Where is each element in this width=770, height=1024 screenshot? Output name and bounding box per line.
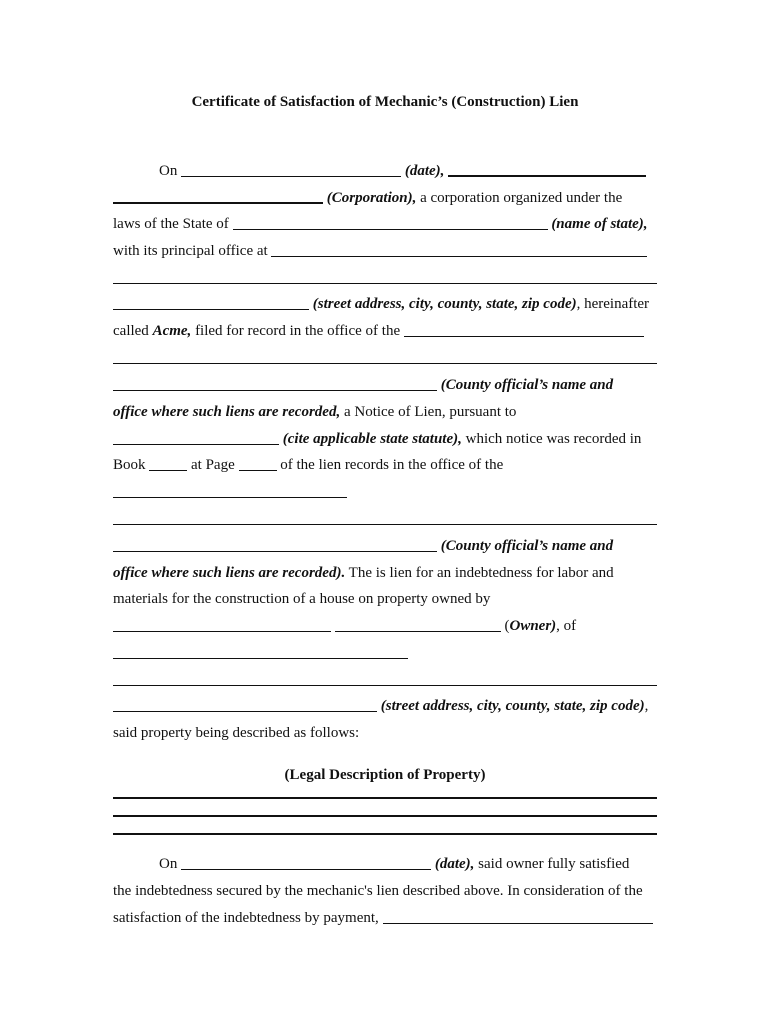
text-line: (cite applicable state statute), which notice was recorded in xyxy=(113,430,657,448)
text-line: (street address, city, county, state, zip code), xyxy=(113,697,657,715)
owner-address-blank-line[interactable] xyxy=(113,685,657,686)
date-blank[interactable] xyxy=(181,162,401,177)
legal-description-line[interactable] xyxy=(113,815,657,817)
text-line: with its principal office at xyxy=(113,242,657,260)
owner-street-blank[interactable] xyxy=(113,697,377,712)
legal-description-line[interactable] xyxy=(113,833,657,835)
document-title: Certificate of Satisfaction of Mechanic’s (Construction) Lien xyxy=(191,94,579,110)
office-blank[interactable] xyxy=(404,322,644,337)
text-line: materials for the construction of a house on property owned by xyxy=(113,591,491,607)
text-line: office where such liens are recorded). The is lien for an indebtedness for labor and xyxy=(113,565,614,581)
text-line: the indebtedness secured by the mechanic's lien described above. In consideration of the xyxy=(113,883,643,899)
text-line: (Corporation), a corporation organized under the xyxy=(113,188,657,207)
owner-address-blank[interactable] xyxy=(113,644,408,659)
text-line: On (date), said owner fully satisfied xyxy=(159,856,630,872)
text-line xyxy=(113,483,657,501)
text-line: (Owner), of xyxy=(113,617,657,635)
text-line: satisfaction of the indebtedness by payment, xyxy=(113,909,657,927)
corporation-name-blank[interactable] xyxy=(448,161,646,177)
text-line xyxy=(113,644,657,662)
text-line: (County official’s name and xyxy=(113,537,657,555)
office-name-blank[interactable] xyxy=(113,483,347,498)
satisfaction-date-blank[interactable] xyxy=(181,855,431,870)
legal-description-heading: (Legal Description of Property) xyxy=(284,767,486,783)
state-blank[interactable] xyxy=(233,215,548,230)
payment-blank[interactable] xyxy=(383,909,653,924)
owner-blank-2[interactable] xyxy=(335,617,501,632)
county-official-blank[interactable] xyxy=(113,376,437,391)
text-line: laws of the State of (name of state), xyxy=(113,216,648,232)
text-line: said property being described as follows: xyxy=(113,725,360,741)
county-official-blank-2[interactable] xyxy=(113,537,437,552)
text-line: (street address, city, county, state, zip code), hereinafter xyxy=(113,295,657,313)
text-line: Book at Page of the lien records in the office of the xyxy=(113,457,504,473)
legal-description-line[interactable] xyxy=(113,797,657,799)
text-line: office where such liens are recorded, a Notice of Lien, pursuant to xyxy=(113,404,517,420)
address-blank[interactable] xyxy=(113,295,309,310)
book-blank[interactable] xyxy=(149,456,187,471)
text-line: (County official’s name and xyxy=(113,376,657,394)
text-line: called Acme, filed for record in the office of the xyxy=(113,322,657,340)
owner-blank-1[interactable] xyxy=(113,617,331,632)
statute-blank[interactable] xyxy=(113,430,279,445)
page-blank[interactable] xyxy=(239,456,277,471)
office-name-blank-line[interactable] xyxy=(113,524,657,525)
principal-office-blank[interactable] xyxy=(271,242,647,257)
office-blank-line[interactable] xyxy=(113,363,657,364)
corporation-name-blank-2[interactable] xyxy=(113,188,323,204)
address-blank-line[interactable] xyxy=(113,283,657,284)
text-line: On (date), xyxy=(113,161,657,180)
